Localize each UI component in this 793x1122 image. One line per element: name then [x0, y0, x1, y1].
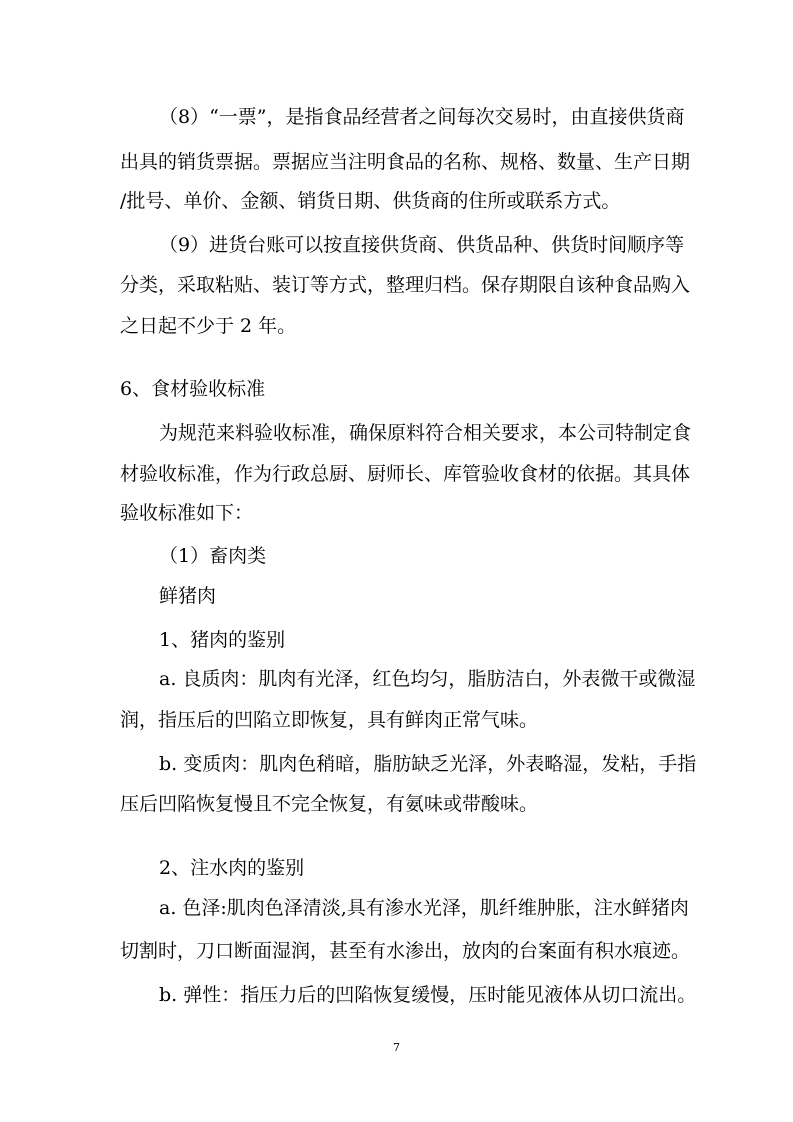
elasticity-criterion: b. 弹性：指压力后的凹陷恢复缓慢，压时能见液体从切口流出。 [159, 984, 697, 1006]
paragraph-8-line-2: 出具的销货票据。票据应当注明食品的名称、规格、数量、生产日期 [120, 151, 691, 173]
good-meat-line-1: a. 良质肉：肌肉有光泽，红色均匀，脂肪洁白，外表微干或微湿 [159, 668, 696, 690]
paragraph-9-line-1: （9）进货台账可以按直接供货商、供货品种、供货时间顺序等 [159, 234, 685, 256]
intro-line-2: 材验收标准，作为行政总厨、厨师长、库管验收食材的依据。其具体 [120, 463, 691, 485]
intro-line-3: 验收标准如下： [120, 502, 254, 524]
spoiled-meat-line-1: b. 变质肉：肌肉色稍暗，脂肪缺乏光泽，外表略湿，发粘，手指 [159, 753, 697, 775]
pork-identification-heading: 1、猪肉的鉴别 [159, 629, 286, 651]
color-criterion-line-1: a. 色泽:肌肉色泽清淡,具有渗水光泽，肌纤维肿胀，注水鲜猪肉 [159, 897, 689, 919]
page-number: 7 [393, 1041, 400, 1054]
color-criterion-line-2: 切割时，刀口断面湿润，甚至有水渗出，放肉的台案面有积水痕迹。 [120, 940, 691, 962]
item-heading: 鲜猪肉 [159, 585, 217, 607]
section-heading: 6、食材验收标准 [120, 378, 266, 400]
good-meat-line-2: 润，指压后的凹陷立即恢复，具有鲜肉正常气味。 [120, 709, 539, 731]
paragraph-9-line-3: 之日起不少于 2 年。 [120, 315, 297, 337]
spoiled-meat-line-2: 压后凹陷恢复慢且不完全恢复，有氨味或带酸味。 [120, 793, 539, 815]
water-injected-meat-heading: 2、注水肉的鉴别 [159, 857, 305, 879]
intro-line-1: 为规范来料验收标准，确保原料符合相关要求，本公司特制定食 [159, 422, 692, 444]
paragraph-8-line-3: /批号、单价、金额、销货日期、供货商的住所或联系方式。 [120, 190, 621, 212]
subsection-heading: （1）畜肉类 [159, 545, 267, 567]
paragraph-9-line-2: 分类，采取粘贴、装订等方式，整理归档。保存期限自该种食品购入 [120, 274, 691, 296]
paragraph-8-line-1: （8）“一票”，是指食品经营者之间每次交易时，由直接供货商 [159, 106, 685, 128]
